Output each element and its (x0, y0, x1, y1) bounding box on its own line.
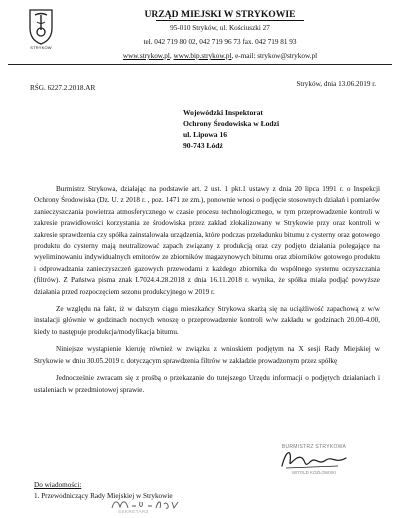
distribution-item-1: 1. Przewodniczący Rady Miejskiej w Strykowie (34, 492, 173, 500)
recipient-line-2: Ochrony Środowiska w Łodzi (183, 119, 280, 128)
faded-stamp-text: SEKRETARZ (118, 509, 149, 514)
recipient-line-1: Wojewódzki Inspektorat (183, 108, 263, 117)
letter-body (34, 184, 380, 402)
paragraph-2: Ze względu na fakt, iż w dalszym ciągu mieszkańcy Strykowa skarżą się na uciążliwość zapachową z w/w instalacji głównie w godzinach nocnych wnoszę o przeprowadzenie kontroli w/w zakładu w godzinach 20.00-4.00, kiedy to następuje produkcja/modyfikacja bitumu. (34, 305, 380, 336)
website-link[interactable]: www.strykow.pl (122, 52, 170, 60)
crest-label: STRYKÓW (30, 45, 52, 50)
office-phones: tel. 042 719 80 02, 042 719 96 73 fax. 042 719 81 93 (143, 38, 297, 46)
distribution-title: Do wiadomości: (34, 481, 82, 489)
bip-link[interactable]: www.bip.strykow.pl (173, 52, 232, 60)
coat-of-arms-icon (28, 8, 54, 46)
mayor-stamp: BURMISTRZ STRYKOWA (281, 444, 347, 450)
reference-number: RŚG. 6227.2.2018.AR (30, 84, 96, 92)
office-web (60, 52, 380, 60)
web-separator: , (169, 52, 174, 60)
paragraph-3: Niniejsze wystąpienie kieruję również w związku z wnioskiem podjętym na X sesji Rady Miejskiej w Strykowie w dniu 30.05.2019 r. dotyczącym sprawdzenia filtrów w zakładzie prowadzonym przez spółkę (34, 345, 380, 365)
place-date: Stryków, dnia 13.06.2019 r. (296, 80, 376, 88)
mayor-stamp-name: WITOLD KOZŁOWSKI (291, 470, 337, 475)
office-name: URZĄD MIEJSKI W STRYKOWIE (144, 9, 296, 20)
recipient-line-3: ul. Lipowa 16 (183, 130, 228, 139)
handwritten-signature (276, 444, 356, 474)
paragraph-4: Jednocześnie zwracam się z prośbą o przekazanie do tutejszego Urzędu informacji o podjętych działaniach i ustaleniach w przedmiotowej sprawie. (34, 374, 380, 394)
title-underline (156, 20, 304, 21)
office-address: 95-010 Stryków, ul. Kościuszki 27 (170, 24, 270, 32)
email-text: , e-mail: strykow@strykow.pl (231, 52, 318, 60)
recipient-line-4: 90-743 Łódź (183, 141, 223, 150)
paragraph-1: Burmistrz Strykowa, działając na podstawie art. 2 ust. 1 pkt.1 ustawy z dnia 20 lipca 1991 r. o Inspekcji Ochrony Środowiska (Dz. U. z 2018 r. , poz. 1471 ze zm.), ponownie wnosi o podjęcie stosownych działań i pomiarów zanieczyszczania powietrza atmosferycznego w czasie procesu technologicznego, w tym przeprowadzenie kontroli w zakresie prawidłowości korzystania ze środowiska przez zakład zlokalizowany w Strykowie przy oraz kontroli w zakresie sprawdzenia czy spółka zainstalowała urządzenia, które podczas przeładunku bitumu z cysterny oraz gotowego produktu do cysterny mają neutralizować zapach związany z produkcją oraz czy podjęto działania polegające na wyeliminowaniu indywidualnych emitorów ze zbiorników magazynowych bitumu oraz zbiorników gotowego produktu i odprowadzania zanieczyszczeń gazowych przewodami z każdego zbiornika do wspólnego systemu oczyszczania (filtrów). Z Państwa pisma znak I.7024.4.28.2018 z dnia 16.11.2018 r. wynika, że spółka miała podjąć powyższe działania przed rozpoczęciem sezonu produkcyjnego w 2019 r. (34, 185, 380, 296)
letterhead-divider (8, 64, 392, 65)
